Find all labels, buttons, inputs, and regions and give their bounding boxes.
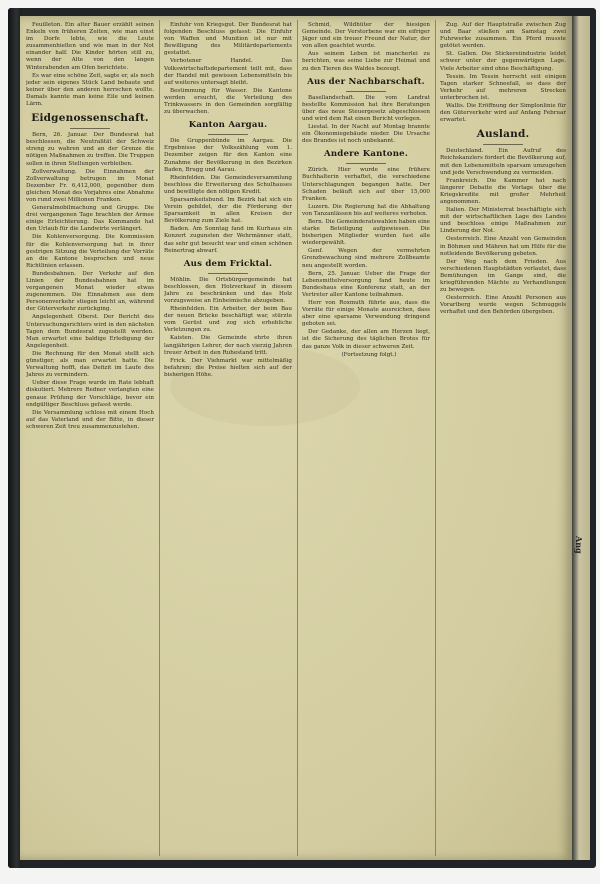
article-paragraph: Zürich. Hier wurde eine frühere Buchhalterin verhaftet, die verschiedene Unterschlagungen begangen hatte. Der Schaden beläuft sich auf über 15,000 Franken. [302,167,430,202]
article-paragraph: Ueber diese Frage wurde im Rate lebhaft diskutiert. Mehrere Redner verlangten eine genaue Prüfung der Vorschläge, bevor ein endgültiger Beschluss gefasst werde. [26,380,154,408]
article-paragraph: Basellandschaft. Die vom Landrat bestellte Kommission hat ihre Beratungen über das neue Steuergesetz abgeschlossen und wird dem Rat einen Bericht vorlegen. [302,94,430,122]
section-heading: Andere Kantone. [323,149,409,160]
article-paragraph: Bundesbahnen. Der Verkehr auf den Linien der Bundesbahnen hat im vergangenen Monat wieder etwas zugenommen. Die Einnahmen aus dem Personenverkehr stiegen leicht an, während der Güterverkehr zurückging. [26,270,154,313]
article-paragraph: Bestimmung für Wasser. Die Kantone werden ersucht, die Verteilung des Trinkwassers in den Gemeinden sorgfältig zu überwachen. [164,87,292,116]
heading-rule [208,134,248,135]
article-paragraph: Herr von Roxmuth führte aus, dass die Vorräte für einige Monate ausreichen, dass aber eine sparsame Verwendung dringend geboten sei. [302,300,430,328]
column-2 [164,22,292,854]
article-paragraph: Rheinfelden. Ein Arbeiter, der beim Bau der neuen Brücke beschäftigt war, stürzte vom Gerüst und zog sich erhebliche Verletzungen zu. [164,306,292,334]
article-paragraph: Generalmobilmachung und Gruppe. Die drei vergangenen Tage brachten der Armee einige Erleichterung. Das Kommando hat den Urlaub für die Landwirte verlängert. [26,205,154,233]
article-paragraph: Oesterreich. Eine Anzahl Personen aus Vorarlberg wurde wegen Schmuggels verhaftet und den Behörden übergeben. [440,295,566,316]
article-paragraph: St. Gallen. Die Stickereiindustrie leidet schwer unter der gegenwärtigen Lage. Viele Arbeiter sind ohne Beschäftigung. [440,51,566,72]
article-paragraph: Verbotener Handel. Das Volkswirtschaftsdepartement teilt mit, dass der Handel mit gewissen Lebensmitteln bis auf weiteres untersagt bleibt. [164,58,292,86]
article-paragraph: Frankreich. Die Kammer hat nach längerer Debatte die Vorlage über die Kriegskredite mit großer Mehrheit angenommen. [440,177,566,205]
article-paragraph: Italien. Der Ministerrat beschäftigte sich mit der wirtschaftlichen Lage des Landes und beschloss einige Maßnahmen zur Linderung der Not. [440,207,566,235]
section-heading: Kanton Aargau. [188,120,268,131]
article-paragraph: Möhlin. Die Ortsbürgergemeinde hat beschlossen, den Holzverkauf in diesem Jahre zu beschränken und das Holz vorzugsweise an Einheimische abzugeben. [164,276,292,304]
article-paragraph: Tessin. Im Tessin herrscht seit einigen Tagen starker Schneefall, so dass der Verkehr auf mehreren Strecken unterbrochen ist. [440,73,566,101]
heading-rule [208,273,248,274]
article-paragraph: Bern, 26. Januar. Der Bundesrat hat beschlossen, die Neutralität der Schweiz streng zu wahren und an der Grenze die nötigen Maßnahmen zu treffen. Die Truppen sollen in ihren Stellungen verbleiben. [26,132,154,167]
article-paragraph: Angelegenheit Oberst. Der Bericht des Untersuchungsrichters wird in den nächsten Tagen dem Bundesrat zugestellt werden. Man erwartet eine baldige Erledigung der Angelegenheit. [26,314,154,349]
column-rule [435,20,436,856]
section-heading: Eidgenossenschaft. [31,112,149,125]
article-paragraph: Die Kohlenversorgung. Die Kommission für die Kohlenversorgung hat in ihrer gestrigen Sitzung die Verteilung der Vorräte an die Kantone besprochen und neue Richtlinien erlassen. [26,234,154,269]
column-1 [26,22,154,854]
article-paragraph: Es war eine schöne Zeit, sagte er, als noch jeder sein eigenes Stück Land bebaute und keiner über den anderen herrschen wollte. Damals kannte man keine Eile und keinen Lärm. [26,72,154,108]
article-paragraph: Der Gedanke, der allen am Herzen liegt, ist die Sicherung des täglichen Brotes für das ganze Volk in dieser schweren Zeit. [302,329,430,350]
article-paragraph: Frick. Der Viehmarkt war mittelmäßig befahren; die Preise hielten sich auf der bisherigen Höhe. [164,357,292,378]
section-heading: Aus der Nachbarschaft. [307,76,425,87]
article-paragraph: Zug. Auf der Hauptstraße zwischen Zug und Baar stießen am Samstag zwei Fuhrwerke zusammen. Ein Pferd musste getötet werden. [440,22,566,50]
heading-rule [346,163,386,164]
next-page-text: Ang [574,536,584,554]
section-heading: Ausland. [476,128,530,141]
newspaper-page [20,16,572,860]
article-paragraph: Zollverwaltung. Die Einnahmen der Zollverwaltung betrugen im Monat Dezember Fr. 6,412,000, gegenüber dem gleichen Monat des Vorjahres eine Abnahme von rund zwei Millionen Franken. [26,168,154,203]
continuation-note: (Fortsetzung folgt.) [341,351,397,358]
article-paragraph: Sparsamkeitsbund. Im Bezirk hat sich ein Verein gebildet, der die Förderung der Sparsamkeit in allen Kreisen der Bevölkerung zum Ziele hat. [164,196,292,225]
section-heading: Aus dem Fricktal. [183,258,273,269]
article-paragraph: Deutschland. Ein Aufruf des Reichskanzlers fordert die Bevölkerung auf, mit den Lebensmitteln sparsam umzugehen und jede Verschwendung zu vermeiden. [440,148,566,176]
column-4 [440,22,566,854]
heading-rule [483,144,523,145]
article-paragraph: Rheinfelden. Die Gemeindeversammlung beschloss die Erweiterung des Schulhauses und bewilligte den nötigen Kredit. [164,174,292,195]
column-rule [297,20,298,856]
article-paragraph: Baden. Am Sonntag fand im Kurhaus ein Konzert zugunsten der Wehrmänner statt, das sehr gut besucht war und einen schönen Reinertrag abwarf. [164,226,292,254]
article-paragraph: Aus seinem Leben ist mancherlei zu berichten, was seine Liebe zur Heimat und zu den Tieren des Waldes bezeugt. [302,51,430,72]
article-paragraph: Die Gruppenbünde im Aargau. Die Ergebnisse der Volkszählung vom 1. Dezember zeigen für den Kanton eine Zunahme der Bevölkerung in den Bezirken Baden, Brugg und Aarau. [164,138,292,173]
article-paragraph: Einfuhr von Kriegsgut. Der Bundesrat hat folgenden Beschluss gefasst: Die Einfuhr von Waffen und Munition ist nur mit Bewilligung des Militärdepartements gestattet. [164,22,292,57]
article-paragraph: Bern, 25. Januar. Ueber die Frage der Lebensmittelversorgung fand heute im Bundeshaus eine Konferenz statt, an der Vertreter aller Kantone teilnahmen. [302,270,430,298]
article-paragraph: Kaisten. Die Gemeinde ehrte ihren langjährigen Lehrer, der nach vierzig Jahren treuer Arbeit in den Ruhestand tritt. [164,335,292,356]
heading-rule [70,128,110,129]
article-paragraph: Liestal. In der Nacht auf Montag brannte ein Ökonomiegebäude nieder. Die Ursache des Brandes ist noch unbekannt. [302,124,430,145]
article-paragraph: Bern. Die Gemeinderatswahlen haben eine starke Beteiligung aufgewiesen. Die bisherigen Mitglieder wurden fast alle wiedergewählt. [302,218,430,247]
heading-rule [346,91,386,92]
article-paragraph: Der Weg nach dem Frieden. Aus verschiedenen Hauptstädten verlautet, dass Bemühungen im Gange sind, die kriegführenden Mächte zu Verhandlungen zu bewegen. [440,258,566,294]
article-paragraph: Wallis. Die Eröffnung der Simplonlinie für den Güterverkehr wird auf Anfang Februar erwartet. [440,103,566,124]
article-paragraph: Schmid, Wildhüter der hiesigen Gemeinde. Der Verstorbene war ein eifriger Jäger und ein treuer Freund der Natur, der von allen geachtet wurde. [302,22,430,50]
column-3 [302,22,430,854]
article-paragraph: Genf. Wegen der vermehrten Grenzbewachung sind mehrere Zollbeamte neu angestellt worden. [302,248,430,269]
article-paragraph: Die Rechnung für den Monat stellt sich günstiger, als man erwartet hatte. Die Verwaltung hofft, das Defizit im Laufe des Jahres zu vermindern. [26,350,154,379]
column-rule [159,20,160,856]
article-paragraph: Feuilleton. Ein alter Bauer erzählt seinen Enkeln von früheren Zeiten, wie man einst im Dorfe lebte, wie die Leute zusammenhielten und wie man in der Not einander half. Die Kinder hörten still zu, wenn der Alte von den langen Winterabenden am Ofen berichtete. [26,22,154,71]
article-paragraph: Oesterreich. Eine Anzahl von Gemeinden in Böhmen und Mähren hat um Hilfe für die notleidende Bevölkerung gebeten. [440,236,566,257]
article-paragraph: Die Versammlung schloss mit einem Hoch auf das Vaterland und der Bitte, in dieser schweren Zeit treu zusammenzustehen. [26,409,154,430]
article-paragraph: Luzern. Die Regierung hat die Abhaltung von Tanzanlässen bis auf weiteres verboten. [302,203,430,217]
next-page-edge [572,16,590,860]
